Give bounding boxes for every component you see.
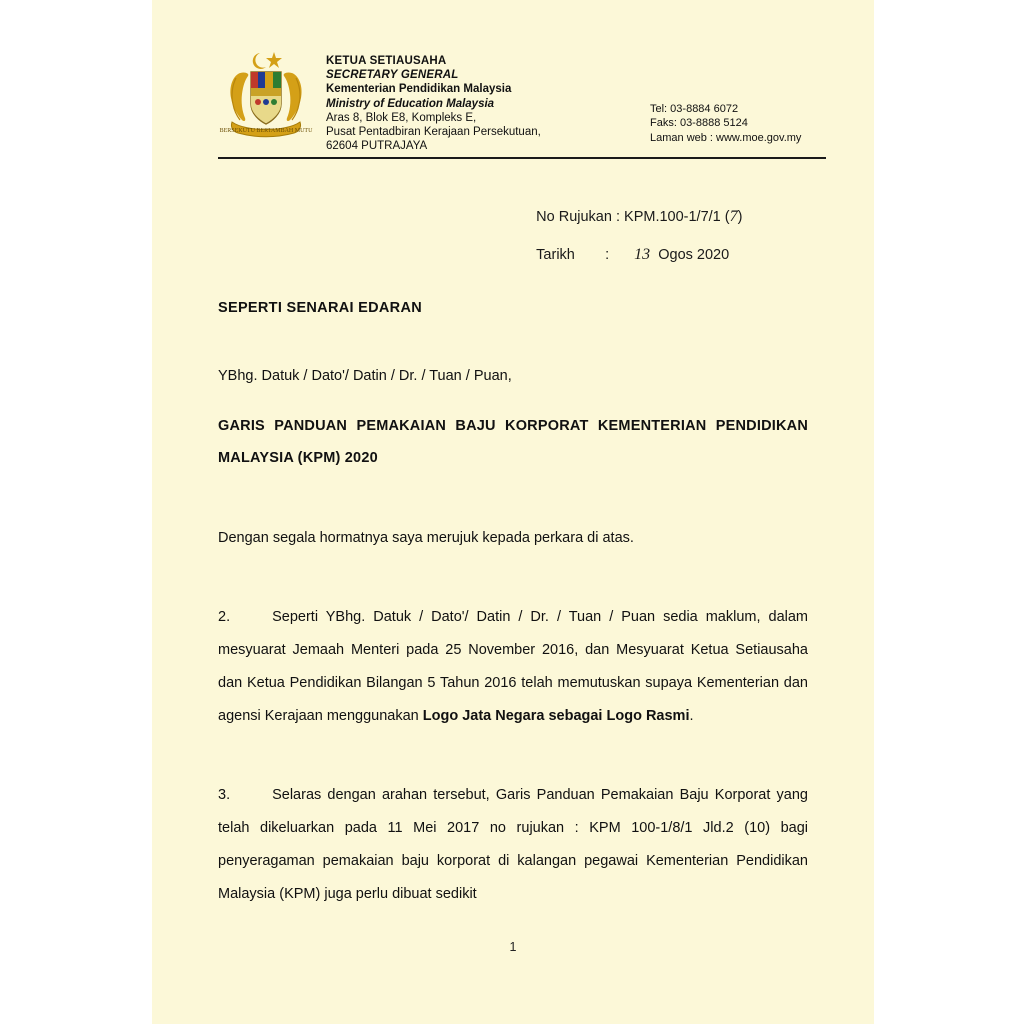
letterhead-line-5: Aras 8, Blok E8, Kompleks E, [326, 111, 477, 124]
contact-fax: Faks: 03-8888 5124 [650, 117, 748, 130]
document-page [152, 0, 874, 1024]
letterhead-line-2: SECRETARY GENERAL [326, 69, 459, 82]
paragraph-2-bold: Logo Jata Negara sebagai Logo Rasmi [422, 708, 690, 724]
letter-body [218, 300, 808, 957]
salutation-line: YBhg. Datuk / Dato'/ Datin / Dr. / Tuan / Puan, [218, 368, 512, 384]
date-value: Ogos 2020 [658, 247, 730, 263]
letterhead-line-1: KETUA SETIAUSAHA [326, 55, 447, 67]
page-number: 1 [509, 940, 517, 954]
malaysia-coat-of-arms-icon [218, 44, 314, 140]
paragraph-2-text-b: . [689, 708, 694, 724]
contact-tel: Tel: 03-8884 6072 [650, 103, 739, 115]
paragraph-3 [218, 779, 808, 911]
paragraph-3-number: 3. [218, 787, 231, 803]
paragraph-2-number: 2. [218, 609, 231, 625]
date-day-handwritten: 13 [634, 246, 651, 263]
paragraph-2 [218, 601, 808, 733]
addressee-line: SEPERTI SENARAI EDARAN [218, 300, 422, 316]
letterhead-line-4: Ministry of Education Malaysia [326, 97, 495, 110]
letterhead [218, 40, 826, 158]
reference-number-label: No Rujukan : KPM.100-1/7/1 ( [536, 209, 730, 225]
contact-website[interactable]: Laman web : www.moe.gov.my [650, 131, 802, 144]
letterhead-contact-block [650, 102, 850, 145]
letterhead-address-block [326, 54, 626, 153]
letterhead-line-6: Pusat Pentadbiran Kerajaan Persekutuan, [326, 126, 541, 139]
letterhead-line-7: 62604 PUTRAJAYA [326, 140, 428, 153]
subject-line: GARIS PANDUAN PEMAKAIAN BAJU KORPORAT KEMENTERIAN PENDIDIKAN MALAYSIA (KPM) 2020 [218, 418, 808, 466]
reference-number-close: ) [737, 209, 743, 225]
date-colon: : [605, 247, 610, 263]
date-line [512, 230, 832, 268]
reference-number-handwritten: 7 [729, 208, 738, 225]
paragraph-2-text-a: Seperti YBhg. Datuk / Dato'/ Datin / Dr. / Tuan / Puan sedia maklum, dalam mesyuarat Jemaah Menteri pada 25 November 2016, dan Mesyuarat Ketua Setiausaha dan Ketua Pendidikan Bilangan 5 Tahun 2016 telah memutuskan supaya Kementerian dan agensi Kerajaan menggunakan [218, 609, 808, 724]
svg-text:BERSEKUTU BERTAMBAH MUTU: BERSEKUTU BERTAMBAH MUTU [219, 128, 313, 134]
paragraph-1: Dengan segala hormatnya saya merujuk kepada perkara di atas. [218, 530, 634, 546]
date-label: Tarikh [536, 247, 575, 263]
reference-block [512, 192, 832, 268]
letterhead-divider [218, 157, 826, 159]
reference-number-line [512, 192, 832, 230]
letterhead-line-3: Kementerian Pendidikan Malaysia [326, 83, 512, 96]
paragraph-3-text: Selaras dengan arahan tersebut, Garis Panduan Pemakaian Baju Korporat yang telah dikeluarkan pada 11 Mei 2017 no rujukan : KPM 100-1/8/1 Jld.2 (10) bagi penyeragaman pemakaian baju korporat di kalangan pegawai Kementerian Pendidikan Malaysia (KPM) juga perlu dibuat sedikit [218, 787, 808, 902]
